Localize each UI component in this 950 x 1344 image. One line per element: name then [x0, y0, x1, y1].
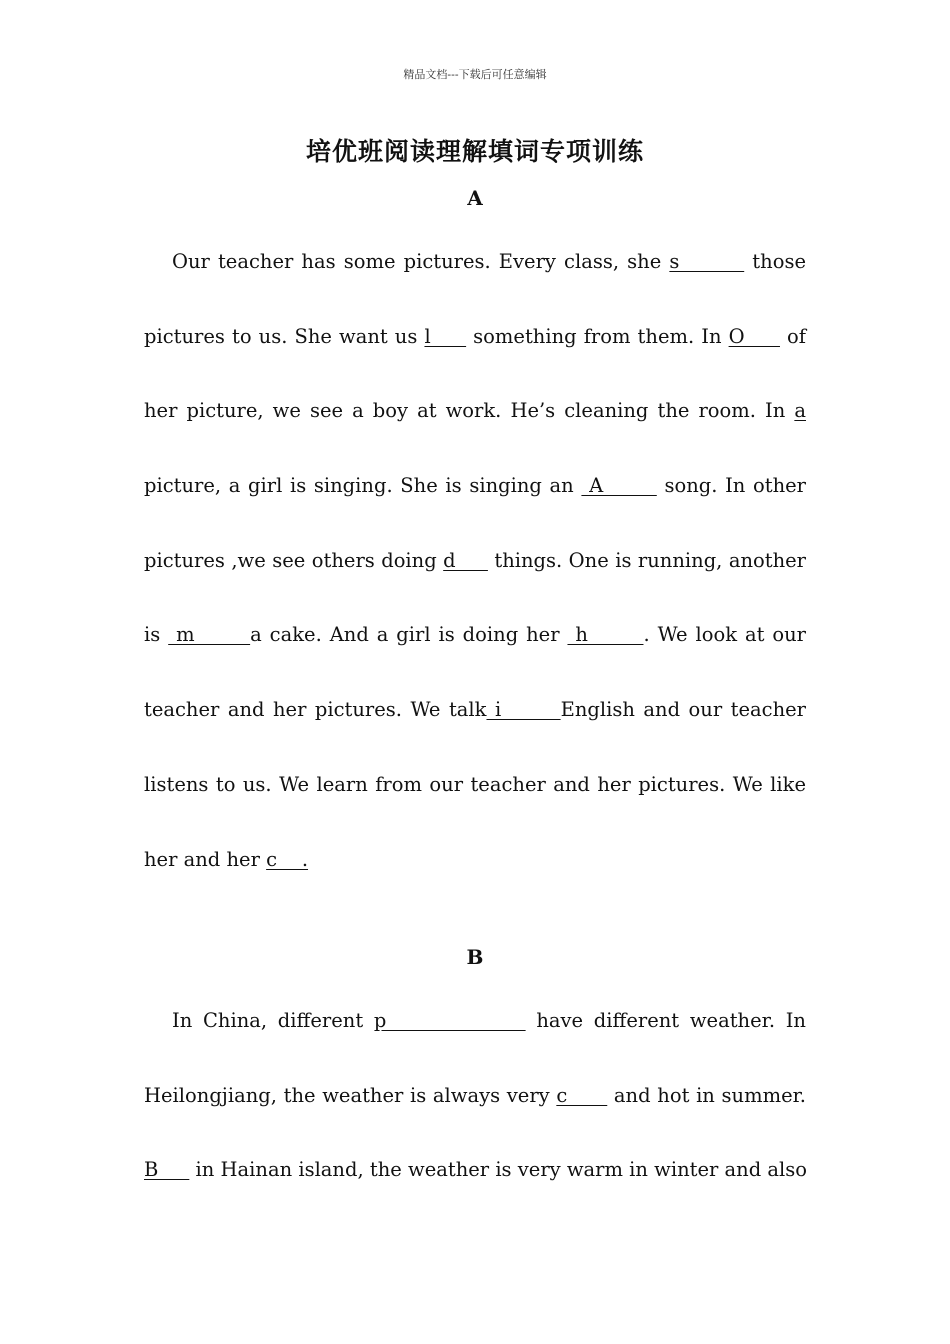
passage-text: Heilongjiang, the weather is always very	[144, 1083, 557, 1107]
passage-b-line	[144, 1059, 806, 1134]
fill-in-blank[interactable]: c	[556, 1083, 608, 1107]
passage-text: of	[779, 324, 807, 348]
fill-in-blank[interactable]: d	[443, 548, 488, 572]
passage-text: things. One is running, another	[487, 548, 807, 572]
passage-text: pictures ,we see others doing	[144, 548, 444, 572]
fill-in-blank[interactable]: O	[728, 324, 780, 348]
passage-a-line	[144, 598, 806, 673]
fill-in-blank[interactable]: l	[424, 324, 467, 348]
passage-text: picture, a girl is singing. She is singing an	[144, 474, 582, 498]
passage-a-line	[144, 225, 806, 300]
passage-a	[144, 225, 806, 897]
passage-text: and hot in summer.	[607, 1083, 806, 1107]
fill-in-blank[interactable]: c .	[266, 847, 309, 871]
passage-a-line	[144, 748, 806, 823]
passage-text: a cake. And a girl is doing her	[250, 623, 568, 647]
fill-in-blank[interactable]: B	[144, 1158, 190, 1182]
passage-text: In China, different	[172, 1009, 374, 1032]
passage-a-line	[144, 524, 806, 599]
section-b-label: B	[466, 945, 484, 969]
section-a-label: A	[467, 186, 483, 210]
passage-b	[144, 984, 806, 1208]
fill-in-blank[interactable]: A	[581, 474, 657, 498]
fill-in-blank[interactable]: h	[567, 623, 644, 647]
passage-text: pictures to us. She want us	[144, 324, 425, 348]
passage-b-line	[144, 1133, 806, 1208]
passage-text: English and our teacher	[560, 698, 806, 722]
passage-b-line	[144, 984, 806, 1059]
fill-in-blank[interactable]: p	[373, 1009, 526, 1032]
passage-text: her and her	[144, 847, 267, 871]
passage-text: her picture, we see a boy at work. He’s cleaning the room. In	[144, 399, 795, 423]
passage-text: something from them. In	[466, 324, 729, 348]
fill-in-blank[interactable]: s	[669, 250, 745, 273]
passage-a-line	[144, 673, 806, 748]
passage-a-line	[144, 449, 806, 524]
passage-text: teacher and her pictures. We talk	[144, 698, 487, 722]
fill-in-blank[interactable]: a	[794, 399, 806, 423]
passage-text: those	[744, 250, 806, 273]
passage-text: . We look at our	[643, 623, 806, 647]
passage-text: have different weather. In	[525, 1009, 806, 1032]
passage-text: song. In other	[656, 474, 807, 498]
passage-text: listens to us. We learn from our teacher and her pictures. We like	[144, 772, 806, 796]
fill-in-blank[interactable]: m	[168, 623, 251, 647]
passage-text: in Hainan island, the weather is very warm in winter and also	[189, 1158, 808, 1182]
fill-in-blank[interactable]: i	[486, 698, 561, 722]
passage-text: Our teacher has some pictures. Every class, she	[172, 250, 670, 273]
passage-a-line	[144, 823, 806, 898]
header-note: 精品文档---下载后可任意编辑	[403, 68, 547, 81]
passage-a-line	[144, 300, 806, 375]
document-title: 培优班阅读理解填词专项训练	[305, 137, 644, 166]
passage-text: is	[144, 623, 169, 647]
passage-a-line	[144, 374, 806, 449]
